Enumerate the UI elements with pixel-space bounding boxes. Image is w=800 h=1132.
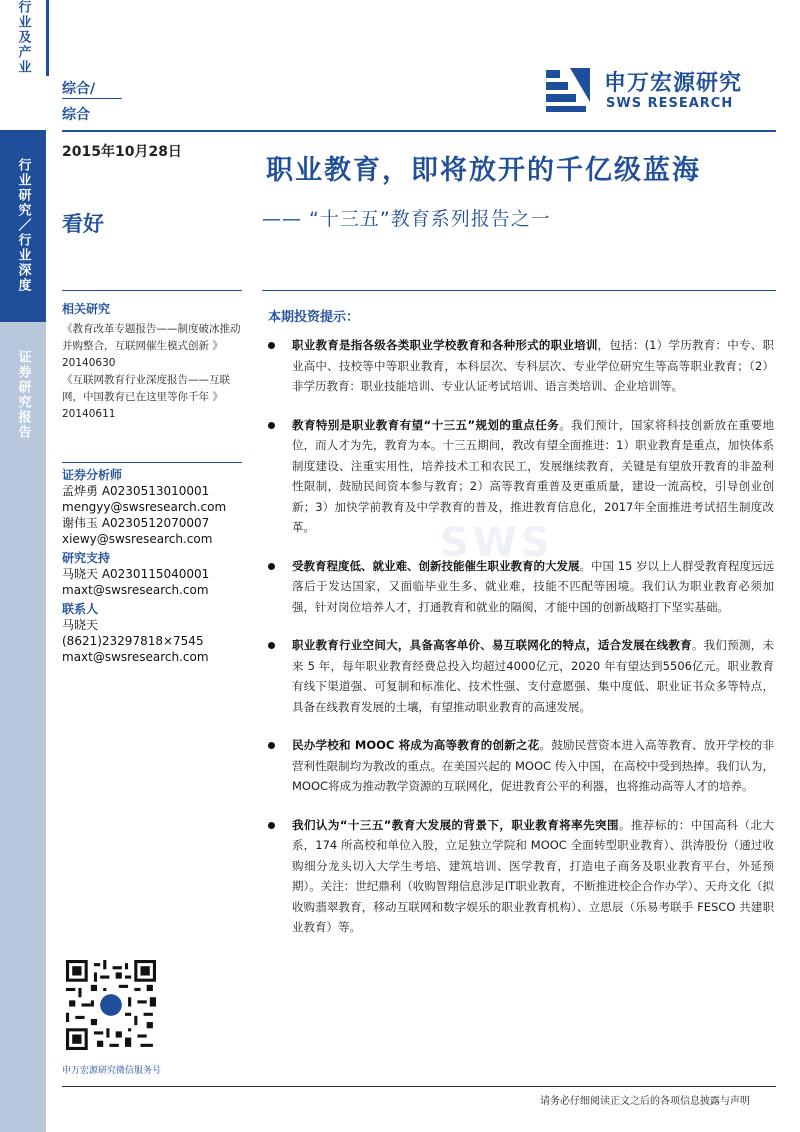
category-line1: 综合/ xyxy=(62,81,96,97)
analyst-email[interactable]: mengyy@swsresearch.com xyxy=(62,500,227,514)
bullet-dot-icon xyxy=(268,822,275,829)
bullet-text: 。鼓励民营资本进入高等教育、放开学校的非营利性限制均为教改的重点。在美国兴起的 MOOC 传入中国，在高校中受到热捧。我们认为，MOOC将成为推动教学资源的互联网化，促进教育公平的利器，也将推动高等人才的培养。 xyxy=(292,738,774,793)
bullet-lead: 受教育程度低、就业难、创新技能催生职业教育的大发展 xyxy=(292,558,580,573)
related-item-title-cont[interactable]: 并购整合，互联网催生模式创新 》 xyxy=(62,340,223,352)
sidebar-label-industry: 行业及产业 xyxy=(15,0,31,75)
bullet-lead: 职业教育行业空间大，具备高客单价、易互联网化的特点，适合发展在线教育 xyxy=(292,638,692,652)
bullet-dot-icon xyxy=(268,563,275,570)
bullet-lead: 教育特别是职业教育有望“十三五”规划的重点任务 xyxy=(292,417,560,432)
sidebar-label-research-type: 行业研究／行业深度 xyxy=(15,158,31,293)
tips-heading: 本期投资提示： xyxy=(268,310,360,325)
support-heading: 研究支持 xyxy=(62,551,111,565)
watermark: SWS xyxy=(440,520,554,566)
bullet-text: 。我们预计，国家将科技创新放在重要地位，而人才为先，教育为本。十三五期间，教改有望全面推进：1）职业教育是重点，加快体系制度建设、注重实用性，培养技术工和农民工，发展继续教育，关键是有望放开教育的非盈利性限制，鼓励民间资本参与教育；2）高等教育重普及更重质量，建设一流高校，引导创业创新；3）加快学前教育及中学教育的普及，推进教育信息化，2017年全面推进考试招生制度改革。 xyxy=(292,417,774,534)
bullet-lead: 民办学校和 MOOC 将成为高等教育的创新之花 xyxy=(292,738,540,752)
bullet-dot-icon xyxy=(268,642,275,649)
main-column-rule xyxy=(262,290,776,291)
analysts-rule xyxy=(62,462,242,463)
related-heading: 相关研究 xyxy=(62,302,111,316)
left-column-rule xyxy=(62,290,242,291)
related-item xyxy=(62,372,252,423)
analysts-section xyxy=(62,466,252,665)
related-item xyxy=(62,321,252,372)
contact-name: 马晓天 xyxy=(62,618,99,632)
analyst-email[interactable]: xiewy@swsresearch.com xyxy=(62,532,213,546)
related-item-date: 20140630 xyxy=(62,357,116,369)
bullet-lead: 我们认为“十三五”教育大发展的背景下，职业教育将率先突围 xyxy=(292,817,619,832)
bullet-text: 。中国 15 岁以上人群受教育程度远远落后于发达国家，又面临毕业生多、就业难，技能不匹配等困境。我们认为职业教育必须加强，针对岗位培养人才，打通教育和就业的隔阂，才能中国的创新战略打下坚实基础。 xyxy=(292,558,774,614)
list-item xyxy=(268,815,774,938)
contact-phone: (8621)23297818×7545 xyxy=(62,634,204,648)
sidebar-label-report: 证券研究报告 xyxy=(15,350,31,440)
logo-text-cn: 申万宏源研究 xyxy=(604,71,743,96)
related-item-title[interactable]: 《互联网教育行业深度报告——互联 xyxy=(62,374,230,386)
report-date: 2015年10月28日 xyxy=(62,144,182,160)
related-item-title-cont[interactable]: 网，中国教育已在这里等你千年 》 xyxy=(62,391,223,403)
page-title: 职业教育，即将放开的千亿级蓝海 xyxy=(266,155,701,186)
category-line2: 综合 xyxy=(62,107,90,123)
contact-heading: 联系人 xyxy=(62,602,99,616)
bullet-text: 。推荐标的：中国高科（北大系，174 所高校和单位入股，立足独立学院和 MOOC 全面转型职业教育）、洪涛股份（通过收购细分龙头切入大学生考培、建筑培训、医学教育，打造电子商务及职业教育平台，外延预期）。关注：世纪鼎利（收购智翔信息涉足IT职业教育，不断推进校企合作办学）、天舟文化（拟收购翡翠教育，移动互联网和数字娱乐的职业教育机构）、立思辰（乐易考联手 FESCO 共建职业教育）等。 xyxy=(292,817,774,934)
bullet-dot-icon xyxy=(268,342,275,349)
contact-email[interactable]: maxt@swsresearch.com xyxy=(62,650,209,664)
support-name: 马晓天 A0230115040001 xyxy=(62,567,210,581)
sidebar-block-research-type xyxy=(0,130,46,322)
list-item xyxy=(268,635,774,717)
sidebar-block-report xyxy=(0,322,46,1132)
list-item xyxy=(268,735,774,797)
analyst-name: 孟烨勇 A0230513010001 xyxy=(62,484,210,498)
logo-icon xyxy=(542,62,594,114)
rating-badge: 看好 xyxy=(62,212,104,236)
page-subtitle: —— “十三五”教育系列报告之一 xyxy=(262,208,551,230)
bullet-dot-icon xyxy=(268,742,275,749)
list-item xyxy=(268,556,774,618)
header-rule xyxy=(62,130,776,132)
analysts-heading: 证券分析师 xyxy=(62,468,123,482)
qr-code-icon[interactable] xyxy=(66,960,156,1050)
footer-disclaimer: 请务必仔细阅读正文之后的各项信息披露与声明 xyxy=(540,1096,750,1107)
related-research xyxy=(62,300,252,423)
qr-caption: 申万宏源研究微信服务号 xyxy=(62,1066,162,1076)
list-item xyxy=(268,335,774,397)
bullet-text: 。我们预测，未来 5 年，每年职业教育经费总投入均超过4000亿元，2020 年有望达到5506亿元。职业教育有线下渠道强、可复制和标准化、技术性强、支付意愿强、集中度低、职业证书众多等特点，具备在线教育发展的土壤，有望推动职业教育的高速发展。 xyxy=(292,638,774,714)
list-item xyxy=(268,415,774,538)
category-divider xyxy=(62,98,122,99)
bullet-text: ，包括：(1）学历教育：中专、职业高中、技校等中等职业教育，本科层次、专科层次、专业学位研究生等高等职业教育；（2）非学历教育：职业技能培训、专业认证考试培训、语言类培训、企业培训等。 xyxy=(292,338,774,393)
footer-rule xyxy=(62,1086,776,1087)
bullet-dot-icon xyxy=(268,422,275,429)
sidebar-block-industry xyxy=(0,0,49,76)
related-item-date: 20140611 xyxy=(62,408,116,420)
bullet-lead: 职业教育是指各级各类职业学校教育和各种形式的职业培训 xyxy=(292,338,598,352)
analyst-name: 谢伟玉 A0230512070007 xyxy=(62,516,210,530)
tips-list xyxy=(268,335,774,956)
logo-text-en: SWS RESEARCH xyxy=(606,96,734,111)
support-email[interactable]: maxt@swsresearch.com xyxy=(62,583,209,597)
related-item-title[interactable]: 《教育改革专题报告——制度破冰推动 xyxy=(62,323,241,335)
